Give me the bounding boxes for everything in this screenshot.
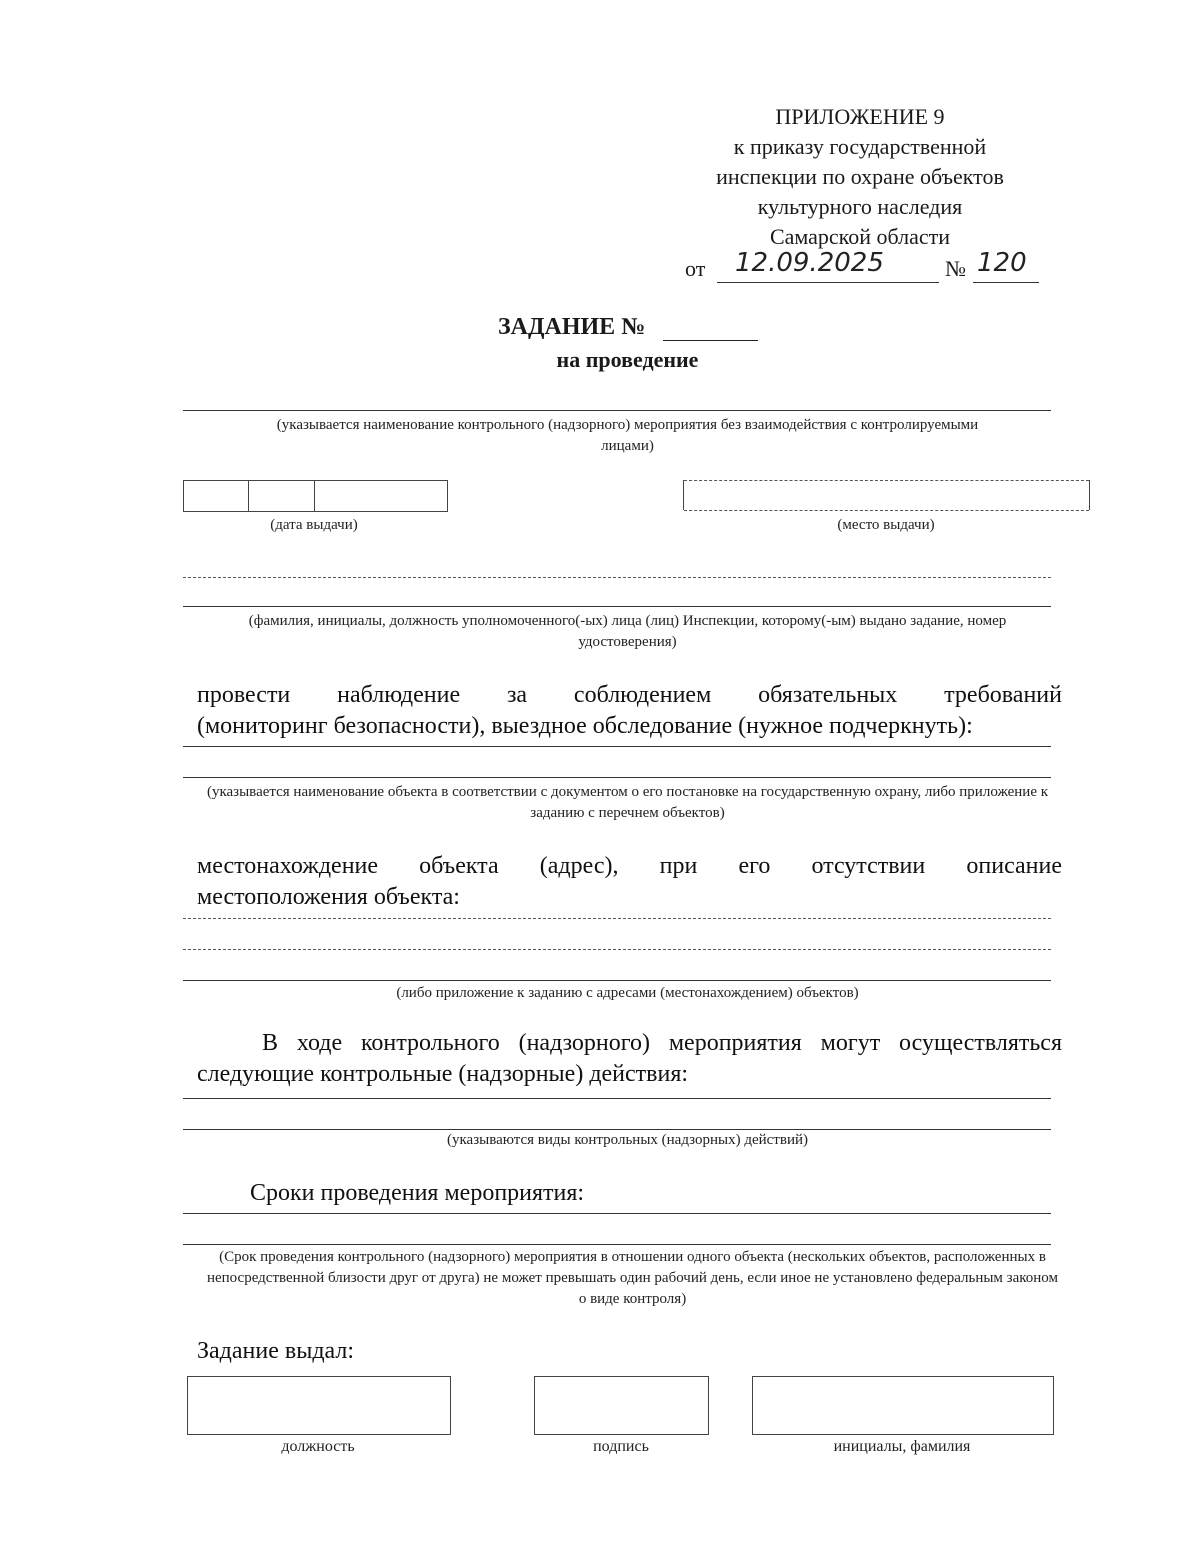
appendix-title: ПРИЛОЖЕНИЕ 9 [775, 104, 945, 129]
conduct-text-line-2: (мониторинг безопасности), выездное обследование (нужное подчеркнуть): [197, 713, 973, 739]
conduct-text-line-1: провести наблюдение за соблюдением обязательных требований [197, 682, 1062, 708]
issue-date-box-year[interactable] [314, 480, 448, 512]
issue-place-caption: (место выдачи) [837, 517, 935, 533]
from-label: от [685, 256, 706, 281]
terms-note-caption: (Срок проведения контрольного (надзорного) мероприятия в отношении одного объекта (нескольких объектов, расположенных в непосредственной близости друг от друга) не может превышать один рабочий день, если иное не установлено федеральным законом о виде контроля) [206, 1249, 1059, 1307]
inspector-caption: (фамилия, инициалы, должность уполномоченного(-ых) лица (лиц) Инспекции, которому(-ым) выдано задание, номер удостоверения) [248, 613, 1007, 650]
location-text-line-1: местонахождение объекта (адрес), при его отсутствии описание [197, 853, 1062, 879]
task-subtitle: на проведение [556, 347, 699, 372]
order-reference-row [685, 248, 1045, 286]
actions-text-line-1: В ходе контрольного (надзорного) мероприятия могут осуществляться [262, 1030, 1062, 1056]
event-name-line [183, 410, 1051, 411]
address-line-1 [183, 918, 1051, 919]
signature-box[interactable] [534, 1376, 709, 1435]
date-underline [717, 282, 939, 283]
issue-date-box-month[interactable] [248, 480, 315, 512]
order-date: 12.09.2025 [735, 248, 884, 278]
terms-line-1 [183, 1213, 1051, 1214]
number-underline [973, 282, 1039, 283]
terms-line-2 [183, 1244, 1051, 1245]
inspector-line-2 [183, 606, 1051, 607]
issue-place-box[interactable] [683, 480, 1090, 510]
task-number-blank [663, 340, 758, 341]
appendix-line-3: культурного наследия [757, 194, 963, 219]
terms-label: Сроки проведения мероприятия: [250, 1180, 585, 1206]
appendix-line-2: инспекции по охране объектов [716, 164, 1004, 189]
signature-caption: подпись [593, 1438, 649, 1455]
order-number: 120 [977, 248, 1027, 278]
issue-date-caption: (дата выдачи) [270, 517, 358, 533]
appendix-line-4: Самарской области [769, 224, 951, 249]
event-name-caption: (указывается наименование контрольного (надзорного) мероприятия без взаимодействия с контролируемыми лицами) [276, 417, 979, 454]
actions-text-line-2: следующие контрольные (надзорные) действия: [197, 1061, 689, 1087]
issue-place-top-line [684, 480, 1089, 481]
object-name-caption: (указывается наименование объекта в соответствии с документом о его постановке на государственную охрану, либо приложение к заданию с перечнем объектов) [206, 784, 1049, 821]
task-title-text: ЗАДАНИЕ № [498, 314, 646, 340]
position-caption: должность [281, 1438, 355, 1455]
addresses-caption: (либо приложение к заданию с адресами (местонахождением) объектов) [396, 985, 859, 1001]
initials-caption: инициалы, фамилия [833, 1438, 971, 1455]
appendix-line-1: к приказу государственной [733, 134, 987, 159]
address-line-2 [183, 949, 1051, 950]
inspector-line-1 [183, 577, 1051, 578]
initials-box[interactable] [752, 1376, 1054, 1435]
issue-place-bottom-line [684, 510, 1089, 511]
object-name-line-1 [183, 746, 1051, 747]
actions-caption: (указываются виды контрольных (надзорных) действий) [446, 1132, 808, 1148]
address-line-3 [183, 980, 1051, 981]
position-box[interactable] [187, 1376, 451, 1435]
object-name-line-2 [183, 777, 1051, 778]
location-text-line-2: местоположения объекта: [197, 884, 460, 910]
number-label: № [945, 256, 966, 281]
actions-line-1 [183, 1098, 1051, 1099]
issued-by-label: Задание выдал: [197, 1338, 355, 1364]
issue-date-box-day[interactable] [183, 480, 249, 512]
task-title [498, 314, 645, 341]
appendix-header [650, 102, 1070, 252]
